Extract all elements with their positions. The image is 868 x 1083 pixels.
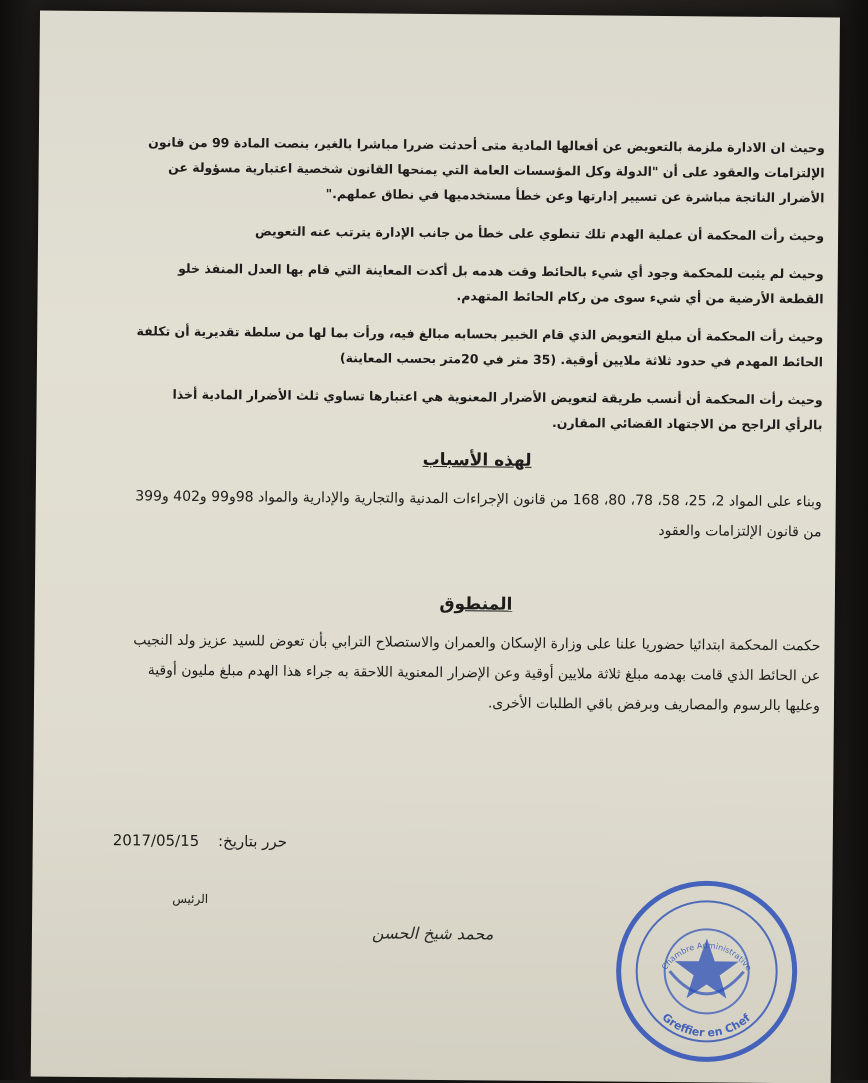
date-value: 2017/05/15 bbox=[112, 831, 200, 850]
document-page bbox=[31, 11, 840, 1083]
document-body bbox=[130, 129, 825, 734]
verdict-heading: المنطوق bbox=[439, 594, 513, 615]
official-stamp-icon bbox=[611, 876, 803, 1068]
svg-text:Greffier en Chef bbox=[659, 1011, 753, 1040]
stamp-text-chambre: Chambre Administrative bbox=[660, 941, 754, 973]
date-label: حرر بتاريخ: bbox=[217, 832, 288, 851]
document-footer bbox=[33, 830, 833, 1040]
paragraph-compensation-amount: وحيث رأت المحكمة أن مبلغ التعويض الذي قام الخبير بحسابه مبالغ فيه، ورأت بما لها من سلطة تقديرية أن تكلفة الحائط المهدم في حدود ثلاثة ملايين أوقية. (35 متر في 20متر بحسب المعاينة) bbox=[136, 323, 824, 370]
stamp-text-greffier: Greffier en Chef bbox=[659, 1010, 753, 1040]
paragraph-demolition-fault: وحيث رأت المحكمة أن عملية الهدم تلك تنطوي على خطأ من جانب الإدارة يترتب عنه التعويض bbox=[254, 223, 825, 244]
date-line bbox=[113, 831, 287, 851]
paragraph-moral-damages: وحيث رأت المحكمة أن أنسب طريقة لتعويض الأضرار المعنوية هي اعتبارها تساوي ثلث الأضرار المادية أخذا بالرأي الراجح من الاجتهاد القضائي المقارن. bbox=[172, 386, 823, 433]
handwritten-signature: محمد شيخ الحسن bbox=[371, 923, 494, 944]
legal-basis-paragraph: وبناء على المواد 2، 25، 58، 78، 80، 168 من قانون الإجراءات المدنية والتجارية والإدارية والمواد 98و99 و402 و399 من قانون الإلتزامات والعقود bbox=[135, 488, 822, 541]
paragraph-inspection: وحيث لم يثبت للمحكمة وجود أي شيء بالحائط وقت هدمه بل أكدت المعاينة التي قام بها العدل المنفذ خلو القطعة الأرضية من أي شيء سوى من ركام الحائط المتهدم. bbox=[178, 260, 824, 307]
verdict-paragraph: حكمت المحكمة ابتدائيا حضوريا علنا على وزارة الإسكان والعمران والاستصلاح الترابي بأن تعوض للسيد عزيز ولد النجيب عن الحائط الذي قامت بهدمه مبلغ ثلاثة ملايين أوقية وعن الإضرار المعنوية اللاحقة به جراء هذا الهدم مبلغ مليون أوقية وعليها بالرسوم والمصاريف وبرفض باقي الطلبات الأخرى. bbox=[133, 632, 821, 715]
reasons-heading: لهذه الأسباب bbox=[422, 449, 532, 471]
president-label: الرئيس bbox=[172, 891, 209, 907]
paragraph-liability: وحيث ان الادارة ملزمة بالتعويض عن أفعالها المادية متى أحدثت ضررا مباشرا بالغير، بنصت المادة 99 من قانون الإلتزامات والعقود على أن "الدولة وكل المؤسسات العامة التي يمنحها القانون شخصية اعتبارية مسؤولة عن الأضرار الناتجة مباشرة عن تسيير إدارتها وعن خطأ مستخدميها في نطاق عملهم." bbox=[148, 134, 825, 206]
